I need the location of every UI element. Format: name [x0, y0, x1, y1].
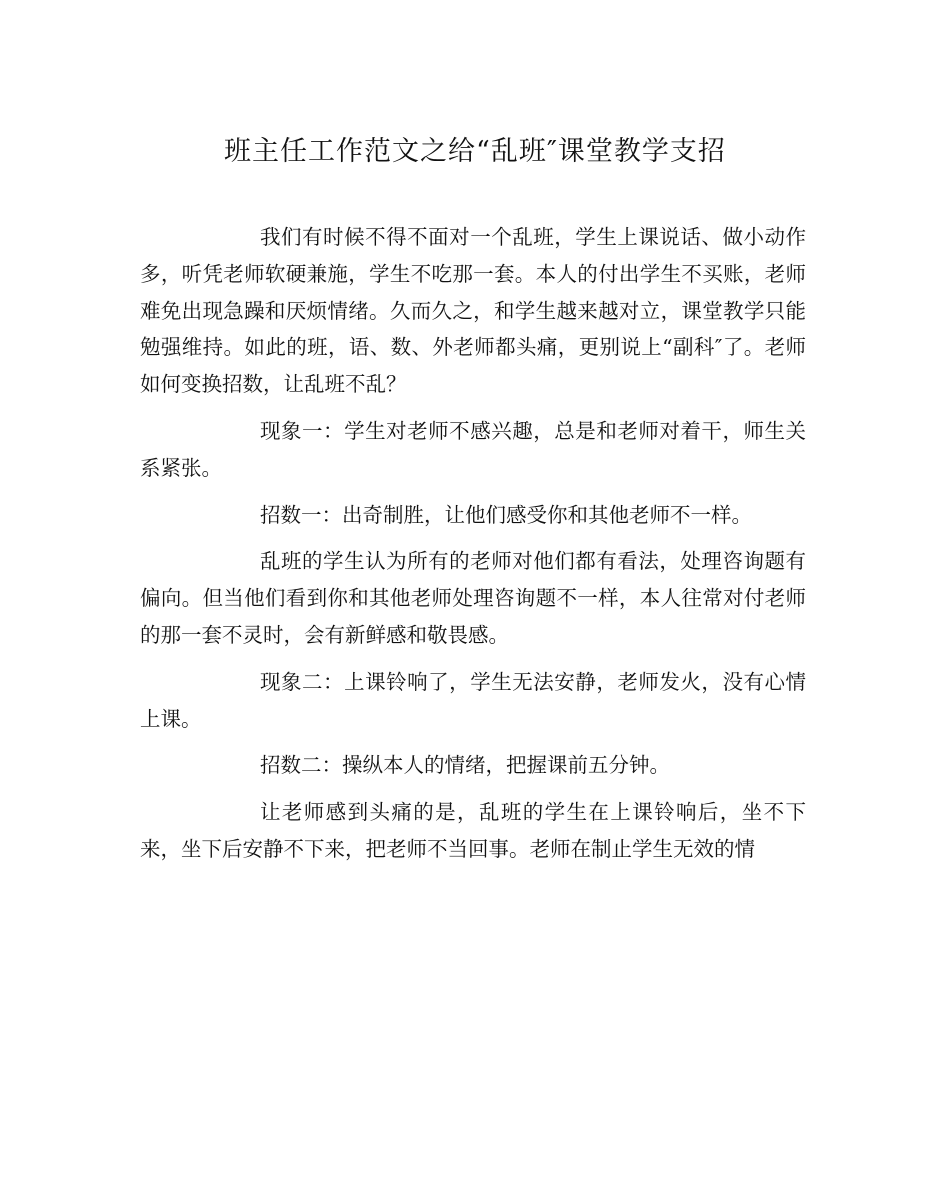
document-body — [140, 219, 806, 868]
paragraph: 现象二：上课铃响了，学生无法安静，老师发火，没有心情上课。 — [140, 669, 806, 731]
paragraph: 现象一：学生对老师不感兴趣，总是和老师对着干，师生关系紧张。 — [140, 418, 806, 480]
document-title: 班主任工作范文之给“乱班″课堂教学支招 — [224, 136, 726, 167]
paragraph: 招数一：出奇制胜，让他们感受你和其他老师不一样。 — [260, 502, 752, 527]
paragraph: 招数二：操纵本人的情绪，把握课前五分钟。 — [260, 753, 670, 778]
paragraph: 乱班的学生认为所有的老师对他们都有看法，处理咨询题有偏向。但当他们看到你和其他老师处理咨询题不一样，本人往常对付老师的那一套不灵时，会有新鲜感和敬畏感。 — [140, 549, 806, 647]
paragraph: 我们有时候不得不面对一个乱班，学生上课说话、做小动作多，听凭老师软硬兼施，学生不吃那一套。本人的付出学生不买账，老师难免出现急躁和厌烦情绪。久而久之，和学生越来越对立，课堂教学只能勉强维持。如此的班，语、数、外老师都头痛，更别说上“副科″了。老师如何变换招数，让乱班不乱？ — [140, 225, 806, 397]
paragraph: 让老师感到头痛的是，乱班的学生在上课铃响后，坐不下来，坐下后安静不下来，把老师不当回事。老师在制止学生无效的情 — [140, 800, 806, 861]
